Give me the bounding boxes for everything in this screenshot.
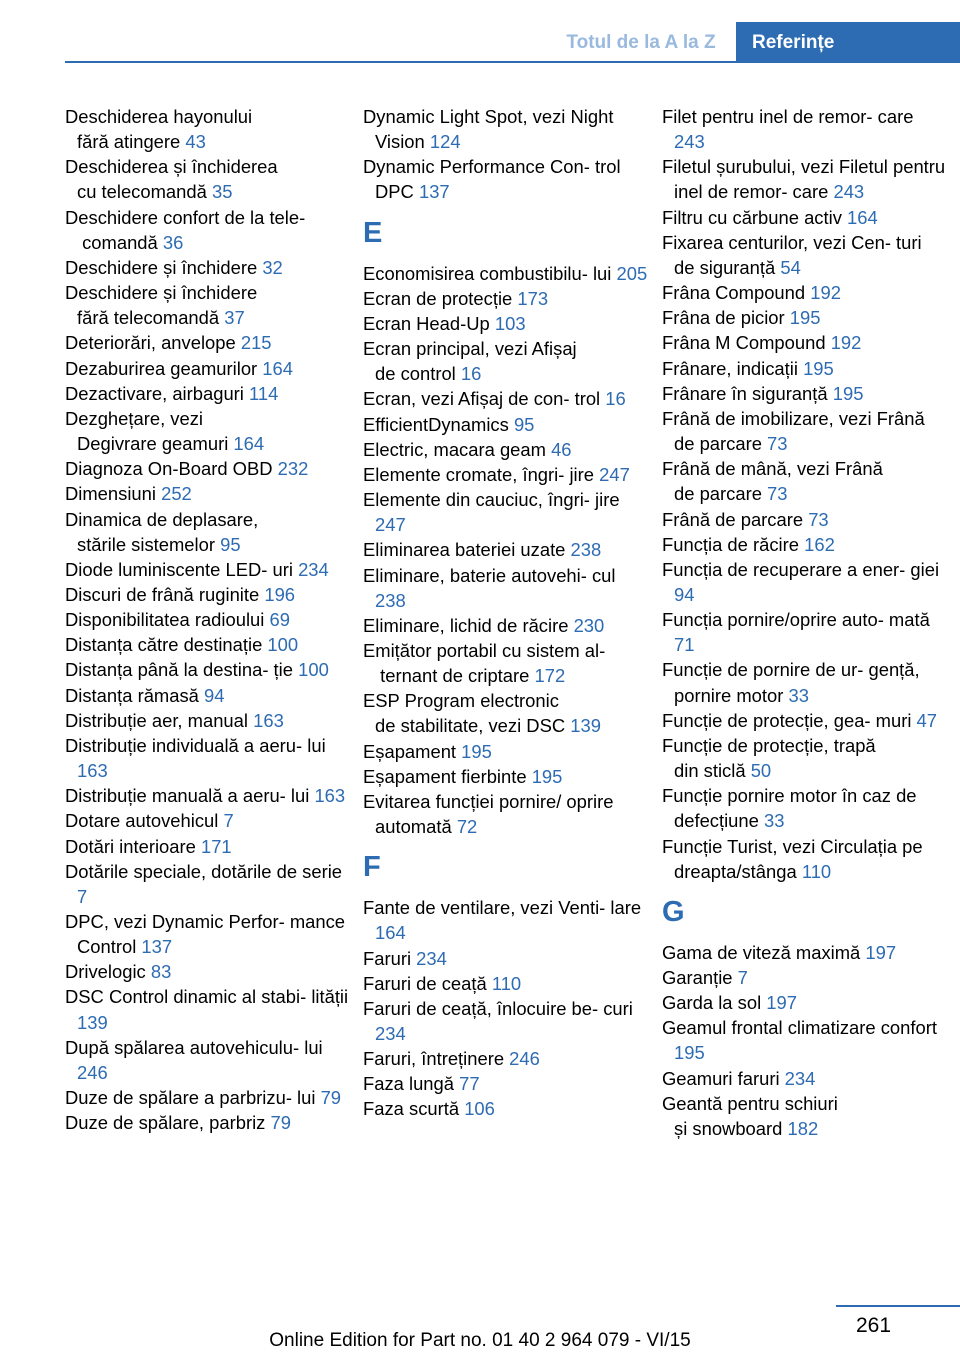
index-page-link[interactable]: 37: [224, 307, 245, 329]
index-entry-text: Eliminare, lichid de răcire: [363, 614, 569, 636]
index-entry-text: Funcție Turist, vezi Circulația pe dreapta/stânga: [662, 835, 923, 882]
index-page-link[interactable]: 54: [780, 256, 801, 278]
index-entry: [662, 1091, 947, 1141]
index-page-link[interactable]: 252: [161, 483, 192, 505]
index-entry: [65, 783, 350, 808]
index-page-link[interactable]: 94: [674, 583, 695, 605]
index-page-link[interactable]: 103: [494, 312, 526, 334]
footer-rule: [836, 1305, 960, 1307]
index-entry: [662, 1066, 947, 1091]
index-page-link[interactable]: 172: [534, 665, 566, 687]
index-page-link[interactable]: 182: [787, 1117, 819, 1139]
index-entry: [662, 532, 947, 557]
index-page-link[interactable]: 94: [204, 684, 225, 706]
index-page-link[interactable]: 77: [459, 1073, 480, 1095]
index-entry-text: Distanța rămasă: [65, 684, 199, 706]
index-page-link[interactable]: 173: [517, 287, 549, 309]
index-entry-text: Dotări interioare: [65, 835, 196, 857]
header-section-title: Totul de la A la Z: [566, 32, 716, 53]
index-entry: [662, 507, 947, 532]
index-entry-text: Eliminarea bateriei uzate: [363, 539, 566, 561]
index-page-link[interactable]: 43: [185, 131, 206, 153]
index-page-link[interactable]: 162: [804, 533, 835, 555]
index-entry: [662, 708, 947, 733]
index-page-link[interactable]: 106: [464, 1098, 495, 1120]
index-page-link[interactable]: 100: [267, 634, 299, 656]
index-entry-text: Filetul șurubului, vezi Filetul pentru inel de remor‐ care: [662, 156, 946, 203]
index-entry-text: Deschiderea hayonului fără atingere: [65, 106, 253, 153]
index-page-link[interactable]: 232: [277, 458, 309, 480]
index-page-link[interactable]: 33: [788, 684, 809, 706]
index-entry: [662, 280, 947, 305]
index-entry-text: Dynamic Light Spot, vezi Night Vision: [363, 106, 614, 153]
index-entry: [662, 305, 947, 330]
index-entry-text: Geantă pentru schiuri și snowboard: [662, 1092, 838, 1139]
index-entry-text: Faruri de ceață, înlocuire be‐ curi: [363, 997, 633, 1019]
index-letter-heading: E: [363, 216, 383, 249]
index-entry: [65, 481, 350, 506]
index-page-link[interactable]: 47: [916, 709, 938, 731]
index-entry: [65, 1085, 350, 1110]
index-entry: [363, 336, 648, 386]
index-entry-text: Ecran Head-Up: [363, 312, 490, 334]
index-page-link[interactable]: 7: [737, 967, 748, 988]
index-entry-text: Dimensiuni: [65, 483, 156, 505]
index-page-link[interactable]: 243: [833, 181, 865, 203]
index-entry: [363, 946, 648, 971]
index-entry-text: Eliminare, baterie autovehi‐ cul: [363, 564, 616, 586]
index-entry-text: Frână de imobilizare, vezi Frână de parcare: [662, 407, 925, 455]
index-entry-text: Dezactivare, airbaguri: [65, 382, 244, 404]
index-entry: [363, 537, 648, 562]
index-entry: [363, 286, 648, 311]
index-entry-text: ESP Program electronic de stabilitate, vezi DSC: [363, 690, 566, 737]
index-page-link[interactable]: 243: [674, 131, 705, 153]
index-page-link[interactable]: 230: [573, 614, 605, 636]
index-page-link[interactable]: 234: [416, 947, 447, 969]
index-entry: [662, 230, 947, 280]
index-page-link[interactable]: 35: [211, 181, 233, 203]
index-page-link[interactable]: 16: [605, 388, 626, 410]
index-entry: [65, 1110, 350, 1135]
index-page-link[interactable]: 192: [830, 332, 862, 354]
index-page-link[interactable]: 171: [200, 835, 232, 857]
index-entry: [363, 487, 648, 537]
index-entry-text: Dotare autovehicul: [65, 810, 219, 832]
index-entry-text: Ecran principal, vezi Afișaj de control: [363, 338, 577, 385]
index-page-link[interactable]: 246: [509, 1048, 540, 1070]
index-entry-text: Elemente cromate, îngri‐ jire: [363, 463, 594, 485]
index-entry-text: Distanța către destinație: [65, 634, 263, 656]
index-page-link[interactable]: 95: [220, 533, 241, 555]
header-rule: [65, 61, 960, 63]
index-entry: [363, 462, 648, 487]
index-entry-text: Filet pentru inel de remor‐ care: [662, 106, 914, 127]
index-entry-text: Deschidere și închidere: [65, 256, 258, 278]
index-page-link[interactable]: 234: [375, 1023, 406, 1044]
index-page-link[interactable]: 163: [314, 785, 346, 807]
index-entry: [363, 895, 648, 945]
index-page-link[interactable]: 114: [249, 382, 279, 404]
index-entry-text: Frână de parcare: [662, 508, 804, 530]
index-page-link[interactable]: 197: [865, 941, 897, 963]
index-entry: [65, 909, 350, 959]
index-entry: [662, 607, 947, 657]
index-entry: [65, 959, 350, 984]
index-page-link[interactable]: 73: [808, 508, 829, 530]
index-entry-text: Garanție: [662, 967, 733, 988]
index-entry: [65, 657, 350, 682]
header-tab-referinte: Referințe: [736, 22, 960, 62]
index-column-1: [65, 104, 350, 1135]
index-entry-text: Economisirea combustibilu‐ lui: [363, 262, 612, 284]
edition-footer: Online Edition for Part no. 01 40 2 964 079 - VI/15: [269, 1330, 691, 1351]
index-entry-text: Gama de viteză maximă: [662, 941, 861, 963]
index-entry-text: DSC Control dinamic al stabi‐ lității: [65, 986, 349, 1008]
index-page-link[interactable]: 163: [253, 709, 284, 731]
index-page-link[interactable]: 100: [298, 659, 329, 681]
index-entry-text: DPC, vezi Dynamic Perfor‐ mance Control: [65, 911, 346, 958]
index-entry: [363, 789, 648, 839]
index-entry-text: Geamuri faruri: [662, 1067, 780, 1089]
index-page-link[interactable]: 234: [298, 558, 329, 580]
index-entry-text: Disponibilitatea radioului: [65, 609, 265, 631]
index-entry-text: Frânare în siguranță: [662, 382, 828, 404]
index-page-link[interactable]: 137: [418, 181, 450, 203]
index-entry-text: Frâna de picior: [662, 307, 785, 329]
index-page-link[interactable]: 110: [491, 972, 522, 994]
index-entry: [65, 859, 350, 909]
index-entry: [65, 1035, 350, 1085]
index-page-link[interactable]: 205: [616, 262, 648, 284]
index-entry-text: Funcție pornire motor în caz de defecțiune: [662, 785, 917, 832]
index-letter-heading: F: [363, 851, 381, 884]
index-page-link[interactable]: 110: [801, 860, 832, 882]
index-entry: [65, 683, 350, 708]
index-entry-text: Evitarea funcției pornire/ oprire automată: [363, 790, 614, 838]
index-entry-text: Ecran, vezi Afișaj de con‐ trol: [363, 388, 601, 410]
index-entry: [65, 808, 350, 833]
index-entry: [65, 456, 350, 481]
index-page-link[interactable]: 36: [162, 231, 184, 253]
index-entry: [662, 834, 947, 884]
index-letter-heading: G: [662, 895, 685, 928]
index-entry: [363, 412, 648, 437]
index-entry-text: Dinamica de deplasare, stările sistemelor: [65, 508, 259, 555]
index-page-link[interactable]: 46: [551, 438, 572, 460]
index-entry: [662, 733, 947, 783]
index-entry: [65, 104, 350, 154]
index-entry: [662, 205, 947, 230]
index-entry: [363, 764, 648, 789]
index-entry: [65, 708, 350, 733]
index-entry-text: Distribuție individuală a aeru‐ lui: [65, 734, 326, 756]
index-entry: [65, 406, 350, 456]
index-entry-text: Funcția de răcire: [662, 533, 799, 555]
index-page-link[interactable]: 246: [77, 1061, 108, 1083]
index-entry: [662, 940, 947, 965]
index-entry: [65, 205, 350, 255]
index-entry: [662, 783, 947, 833]
index-page-link[interactable]: 69: [269, 609, 290, 631]
index-entry: [65, 381, 350, 406]
index-entry: [662, 406, 947, 456]
index-column-3: [662, 104, 947, 1141]
index-page-link[interactable]: 73: [767, 433, 788, 455]
index-page-link[interactable]: 71: [674, 634, 695, 656]
index-entry-text: Fante de ventilare, vezi Venti‐ lare: [363, 897, 642, 919]
index-entry-text: Frână de mână, vezi Frână de parcare: [662, 458, 883, 505]
index-column-2: [363, 104, 648, 1122]
index-entry: [662, 104, 947, 154]
index-entry-text: Faza lungă: [363, 1073, 454, 1095]
index-entry-text: Frâna M Compound: [662, 332, 826, 354]
index-page-link[interactable]: 7: [223, 810, 234, 832]
index-entry: [363, 1071, 648, 1096]
index-entry-text: Funcție de protecție, trapă din sticlă: [662, 734, 876, 782]
index-entry: [363, 386, 648, 411]
index-page-link[interactable]: 195: [531, 765, 563, 787]
index-entry-text: Fixarea centurilor, vezi Cen‐ turi de siguranță: [662, 231, 922, 278]
index-page-link[interactable]: 95: [513, 413, 535, 435]
index-page-link[interactable]: 197: [766, 992, 797, 1014]
index-page-link[interactable]: 164: [375, 922, 406, 944]
index-page-link[interactable]: 83: [150, 961, 172, 983]
index-entry-text: Deschiderea și închiderea cu telecomandă: [65, 156, 278, 203]
index-page-link[interactable]: 215: [240, 332, 272, 354]
index-entry: [363, 311, 648, 336]
index-page-link[interactable]: 79: [270, 1112, 291, 1134]
index-entry-text: Funcție de pornire de ur‐ gență, pornire motor: [662, 659, 920, 706]
index-entry: [65, 280, 350, 330]
index-entry-text: EfficientDynamics: [363, 413, 509, 435]
index-entry-text: Faruri, întreținere: [363, 1048, 505, 1070]
index-entry: [363, 996, 648, 1046]
index-page-link[interactable]: 164: [847, 206, 878, 228]
index-page-link[interactable]: 164: [233, 433, 265, 455]
index-entry-text: Eșapament fierbinte: [363, 765, 527, 787]
index-entry: [65, 984, 350, 1034]
index-entry-text: Frâna Compound: [662, 282, 806, 304]
index-entry-text: Distribuție aer, manual: [65, 709, 248, 731]
index-entry: [662, 381, 947, 406]
index-entry-text: Dezaburirea geamurilor: [65, 357, 258, 379]
index-page-link[interactable]: 124: [429, 131, 461, 153]
index-entry-text: Garda la sol: [662, 992, 762, 1014]
index-entry-text: Distribuție manuală a aeru‐ lui: [65, 785, 310, 807]
index-entry: [363, 613, 648, 638]
index-entry-text: Ecran de protecție: [363, 287, 513, 309]
index-entry: [363, 104, 648, 154]
index-entry-text: Deschidere și închidere fără telecomandă: [65, 282, 258, 329]
index-entry: [363, 1096, 648, 1121]
index-entry-text: Diode luminiscente LED- uri: [65, 558, 293, 580]
index-entry: [65, 607, 350, 632]
index-page-link[interactable]: 50: [750, 760, 772, 782]
index-entry: [363, 688, 648, 738]
index-entry-text: Faruri: [363, 947, 412, 969]
index-page-link[interactable]: 247: [375, 514, 406, 536]
index-entry: [662, 330, 947, 355]
index-page-link[interactable]: 192: [810, 282, 841, 304]
index-entry: [363, 971, 648, 996]
index-entry: [662, 557, 947, 607]
index-entry-text: Funcția pornire/oprire auto‐ mată: [662, 609, 930, 631]
index-entry: [65, 632, 350, 657]
index-page-link[interactable]: 195: [789, 307, 821, 329]
index-entry-text: Diagnoza On-Board OBD: [65, 458, 273, 480]
index-entry: [65, 356, 350, 381]
index-entry-text: Dezghețare, vezi Degivrare geamuri: [65, 407, 229, 455]
index-entry-text: Eșapament: [363, 740, 457, 762]
index-entry-text: Dotările speciale, dotările de serie: [65, 860, 343, 882]
index-entry-text: Frânare, indicații: [662, 357, 798, 379]
index-entry: [363, 739, 648, 764]
index-entry: [363, 638, 648, 688]
index-entry: [662, 657, 947, 707]
index-entry: [662, 456, 947, 506]
index-entry: [65, 154, 350, 204]
index-page-link[interactable]: 7: [77, 885, 88, 907]
index-page-link[interactable]: 79: [320, 1087, 342, 1109]
index-page-link[interactable]: 195: [832, 382, 864, 404]
index-entry: [65, 330, 350, 355]
index-entry: [662, 990, 947, 1015]
index-page-link[interactable]: 238: [570, 539, 602, 561]
index-entry: [363, 1046, 648, 1071]
index-entry-text: Funcția de recuperare a ener‐ giei: [662, 558, 940, 580]
index-page-link[interactable]: 196: [264, 583, 296, 605]
page-number: 261: [856, 1314, 892, 1337]
index-entry: [662, 154, 947, 204]
index-page-link[interactable]: 139: [570, 715, 601, 737]
index-entry-text: Distanța până la destina‐ ție: [65, 659, 293, 681]
index-entry-text: După spălarea autovehiculu‐ lui: [65, 1036, 323, 1058]
index-entry-text: Emițător portabil cu sistem al‐ ternant de criptare: [363, 639, 606, 687]
index-entry-text: Faruri de ceață: [363, 972, 487, 994]
index-page-link[interactable]: 195: [461, 740, 492, 762]
index-entry-text: Deschidere confort de la tele‐ comandă: [65, 206, 306, 253]
index-entry-text: Dynamic Performance Con‐ trol DPC: [363, 156, 621, 203]
index-page-link[interactable]: 238: [375, 589, 406, 611]
index-entry-text: Deteriorări, anvelope: [65, 332, 236, 354]
index-page-link[interactable]: 73: [767, 483, 788, 505]
index-entry: [65, 255, 350, 280]
index-entry-text: Elemente din cauciuc, îngri‐ jire: [363, 489, 620, 511]
index-entry: [363, 437, 648, 462]
index-page-link[interactable]: 139: [77, 1011, 108, 1033]
index-page-link[interactable]: 16: [460, 363, 482, 385]
index-entry: [363, 563, 648, 613]
index-entry-text: Duze de spălare, parbriz: [65, 1112, 266, 1134]
index-entry: [662, 1015, 947, 1065]
index-page-link[interactable]: 32: [262, 256, 283, 278]
index-entry: [65, 582, 350, 607]
index-page-link[interactable]: 234: [784, 1067, 816, 1089]
index-page-link[interactable]: 195: [803, 357, 834, 379]
index-entry: [65, 507, 350, 557]
index-entry-text: Duze de spălare a parbrizu‐ lui: [65, 1087, 316, 1109]
index-page-link[interactable]: 163: [77, 760, 108, 782]
index-page-link[interactable]: 137: [141, 936, 173, 958]
index-page-link[interactable]: 195: [674, 1042, 705, 1064]
index-entry-text: Discuri de frână ruginite: [65, 583, 260, 605]
index-page-link[interactable]: 33: [764, 810, 785, 832]
index-entry: [662, 356, 947, 381]
index-entry-text: Filtru cu cărbune activ: [662, 206, 842, 228]
index-entry-text: Funcție de protecție, gea‐ muri: [662, 709, 912, 731]
index-entry-text: Drivelogic: [65, 961, 146, 983]
index-entry-text: Faza scurtă: [363, 1098, 460, 1120]
index-entry: [662, 965, 947, 990]
index-page-link[interactable]: 72: [456, 816, 478, 838]
index-entry-text: Geamul frontal climatizare confort: [662, 1017, 937, 1039]
index-entry: [65, 733, 350, 783]
index-entry: [363, 261, 648, 286]
index-entry: [363, 154, 648, 204]
index-entry-text: Electric, macara geam: [363, 438, 546, 460]
index-page-link[interactable]: 247: [599, 463, 630, 485]
index-page-link[interactable]: 164: [262, 357, 293, 379]
index-entry: [65, 557, 350, 582]
index-entry: [65, 834, 350, 859]
